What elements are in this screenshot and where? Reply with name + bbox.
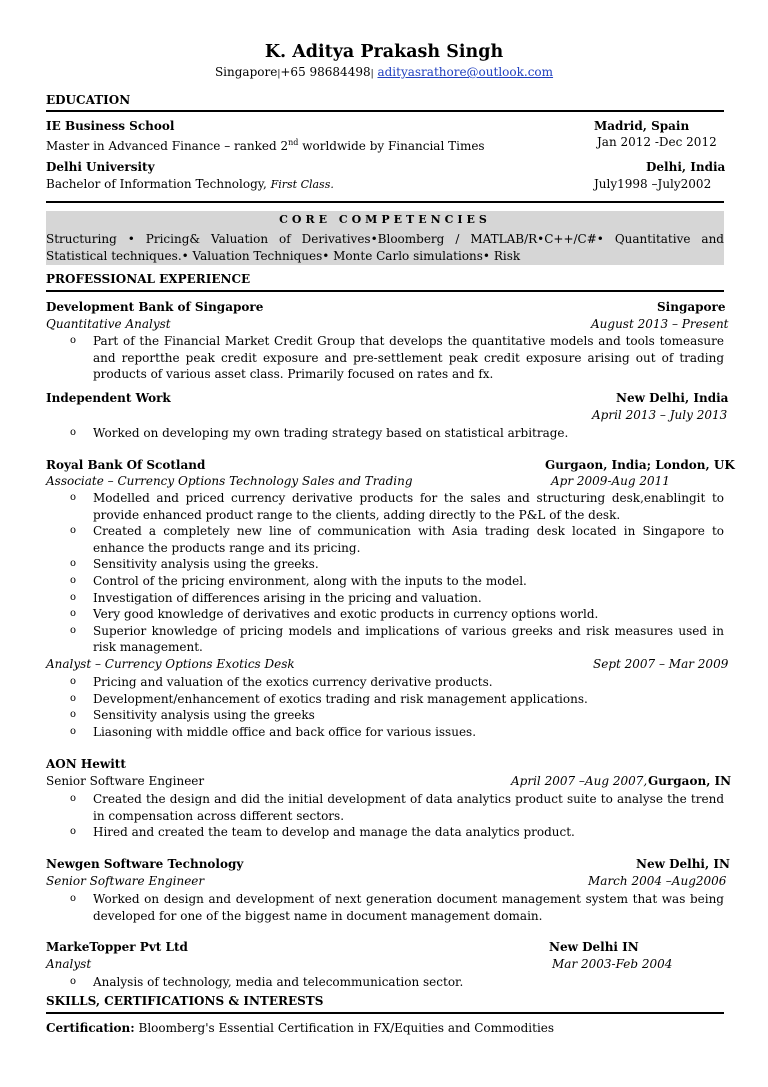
education-degree-1	[46, 135, 724, 154]
competencies-heading: CORE COMPETENCIES	[279, 213, 491, 226]
list-item	[46, 974, 724, 991]
company-name: Independent Work	[46, 391, 171, 405]
bullet-list-newgen	[46, 891, 724, 924]
company-name: AON Hewitt	[46, 757, 126, 771]
bullet-text: Development/enhancement of exotics trading and risk management applications.	[93, 691, 588, 706]
job-dates: Apr 2009-Aug 2011	[551, 474, 670, 488]
education-entry-1	[46, 119, 724, 134]
section-divider	[46, 110, 724, 112]
company-name: Development Bank of Singapore	[46, 300, 264, 314]
candidate-name: K. Aditya Prakash Singh	[264, 42, 504, 62]
job-dates: Mar 2003-Feb 2004	[552, 957, 673, 971]
bullet-icon: o	[70, 427, 77, 438]
phone-text: +65 98684498	[280, 65, 371, 79]
experience-heading: PROFESSIONAL EXPERIENCE	[46, 272, 251, 286]
list-item	[46, 791, 724, 824]
bullet-text: Created the design and did the initial development of data analytics product suite to analyse the trend in compensation across different sectors.	[93, 792, 724, 823]
bullet-icon: o	[70, 608, 77, 620]
degree-suffix: worldwide by Financial Times	[298, 139, 485, 153]
bullet-text: Modelled and priced currency derivative products for the sales and structuring desk,enablingit to provide enhanced product range to the clients, adding directly to the P&L of the desk.	[93, 491, 724, 522]
degree-dates: July1998 –July2002	[594, 177, 712, 191]
bullet-text: Liasoning with middle office and back office for various issues.	[93, 724, 477, 739]
list-item	[46, 623, 724, 656]
company-location: New Delhi, IN	[636, 857, 730, 871]
list-item	[46, 724, 724, 741]
bullet-list-dbs	[46, 333, 724, 383]
list-item	[46, 523, 724, 556]
education-heading: EDUCATION	[46, 93, 131, 107]
bullet-icon: o	[70, 826, 77, 838]
company-name: MarkeTopper Pvt Ltd	[46, 940, 188, 954]
section-divider	[46, 201, 724, 203]
job-header-rbs	[46, 458, 735, 473]
institution: Delhi University	[46, 160, 155, 174]
job-header-marketopper	[46, 940, 724, 955]
company-name: Royal Bank Of Scotland	[46, 458, 206, 472]
job-dates: August 2013 – Present	[591, 317, 729, 331]
job-title: Quantitative Analyst	[46, 317, 171, 331]
separator: |	[370, 69, 374, 79]
bullet-text: Hired and created the team to develop and manage the data analytics product.	[93, 825, 575, 840]
list-item	[46, 691, 724, 708]
bullet-icon: o	[70, 492, 77, 503]
company-location: New Delhi, India	[616, 391, 729, 405]
location-text: Singapore	[214, 65, 278, 79]
degree: Master in Advanced Finance – ranked 2	[46, 139, 289, 153]
skills-heading: SKILLS, CERTIFICATIONS & INTERESTS	[46, 994, 324, 1008]
list-item	[46, 606, 724, 623]
job-role-rbs-2	[46, 657, 729, 672]
job-role-marketopper	[46, 957, 724, 972]
list-item	[46, 824, 724, 841]
bullet-text: Worked on developing my own trading strategy based on statistical arbitrage.	[93, 426, 569, 440]
job-title: Analyst	[46, 957, 92, 971]
job-title: Senior Software Engineer	[46, 874, 205, 888]
bullet-icon: o	[70, 709, 77, 721]
list-item	[46, 556, 724, 573]
list-item	[46, 333, 724, 383]
bullet-icon: o	[70, 725, 77, 737]
company-location: Singapore	[657, 300, 726, 314]
job-header-independent	[46, 391, 729, 406]
list-item	[46, 891, 724, 924]
institution-location: Delhi, India	[646, 160, 726, 174]
bullet-list-marketopper	[46, 974, 724, 991]
bullet-list-rbs-2	[46, 674, 724, 740]
bullet-text: Pricing and valuation of the exotics currency derivative products.	[93, 675, 493, 689]
bullet-text: Superior knowledge of pricing models and implications of various greeks and risk measures used in risk management.	[93, 623, 724, 655]
education-entry-2	[46, 160, 724, 175]
company-location: New Delhi IN	[549, 940, 639, 954]
bullet-text: Sensitivity analysis using the greeks.	[93, 557, 319, 572]
list-item	[46, 590, 724, 607]
certification-line	[46, 1021, 724, 1036]
section-divider	[46, 1012, 724, 1014]
list-item	[46, 573, 724, 590]
bullet-text: Sensitivity analysis using the greeks	[93, 708, 315, 723]
section-divider	[46, 290, 724, 292]
institution-location: Madrid, Spain	[594, 119, 690, 133]
degree-superscript: nd	[288, 138, 299, 147]
certification-text: Bloomberg's Essential Certification in FX/Equities and Commodities	[134, 1021, 555, 1035]
list-item	[46, 674, 724, 691]
bullet-icon: o	[70, 335, 77, 346]
job-header-dbs	[46, 300, 724, 315]
bullet-list-independent	[46, 425, 724, 442]
bullet-text: Investigation of differences arising in the pricing and valuation.	[93, 590, 482, 605]
degree-class: First Class.	[270, 178, 334, 191]
bullet-list-rbs-1	[46, 490, 724, 656]
job-role-newgen	[46, 874, 727, 889]
bullet-text: Very good knowledge of derivatives and exotic products in currency options world.	[93, 607, 599, 622]
bullet-icon: o	[70, 793, 77, 804]
job-role-dbs	[46, 317, 729, 332]
email-link[interactable]: adityasrathore@outlook.com	[377, 65, 554, 79]
bullet-text: Worked on design and development of next generation document management system that was being developed for one of the biggest name in document management domain.	[93, 892, 724, 923]
list-item	[46, 490, 724, 523]
bullet-icon: o	[70, 676, 77, 687]
list-item	[46, 707, 724, 724]
list-item	[46, 425, 724, 442]
competencies-text: Structuring • Pricing& Valuation of Derivatives•Bloomberg / MATLAB/R•C++/C#• Quantitative and Statistical techniques.• Valuation Techniques• Monte Carlo simulations• Risk	[46, 232, 724, 263]
bullet-text: Created a completely new line of communication with Asia trading desk located in Singapore to enhance the products range and its pricing.	[93, 524, 724, 555]
degree-dates: Jan 2012 -Dec 2012	[597, 135, 717, 149]
bullet-icon: o	[70, 525, 77, 537]
job-dates: April 2007 –Aug 2007,	[511, 774, 648, 788]
bullet-icon: o	[70, 558, 77, 570]
bullet-icon: o	[70, 893, 77, 904]
company-name: Newgen Software Technology	[46, 857, 244, 871]
job-title: Associate – Currency Options Technology Sales and Trading	[46, 474, 413, 488]
job-role-aon	[46, 774, 732, 789]
job-header-aon	[46, 757, 724, 772]
institution: IE Business School	[46, 119, 175, 133]
bullet-list-aon	[46, 791, 724, 841]
bullet-text: Part of the Financial Market Credit Group that develops the quantitative models and tools tomeasure and reportthe peak credit exposure and pre-settlement peak credit exposure arising out of trading products of various asset class. Primarily focused on rates and fx.	[93, 334, 724, 382]
bullet-icon: o	[70, 692, 77, 704]
degree: Bachelor of Information Technology,	[46, 177, 271, 191]
job-title: Analyst – Currency Options Exotics Desk	[46, 657, 295, 671]
bullet-icon: o	[70, 591, 77, 603]
company-location: Gurgaon, India; London, UK	[545, 458, 735, 472]
bullet-text: Analysis of technology, media and telecommunication sector.	[93, 975, 464, 989]
bullet-icon: o	[70, 976, 77, 987]
job-dates: April 2013 – July 2013	[592, 408, 728, 422]
job-role-rbs-1	[46, 474, 724, 489]
bullet-icon: o	[70, 624, 77, 636]
certification-label: Certification:	[46, 1021, 135, 1035]
separator: |	[277, 69, 281, 79]
bullet-icon: o	[70, 574, 77, 586]
bullet-text: Control of the pricing environment, along with the inputs to the model.	[93, 573, 527, 588]
company-location: Gurgaon, IN	[648, 774, 732, 788]
job-dates: Sept 2007 – Mar 2009	[593, 657, 729, 671]
job-dates: March 2004 –Aug2006	[588, 874, 727, 888]
contact-line	[0, 65, 768, 82]
education-degree-2	[46, 177, 724, 192]
job-header-newgen	[46, 857, 730, 872]
job-title: Senior Software Engineer	[46, 774, 205, 788]
